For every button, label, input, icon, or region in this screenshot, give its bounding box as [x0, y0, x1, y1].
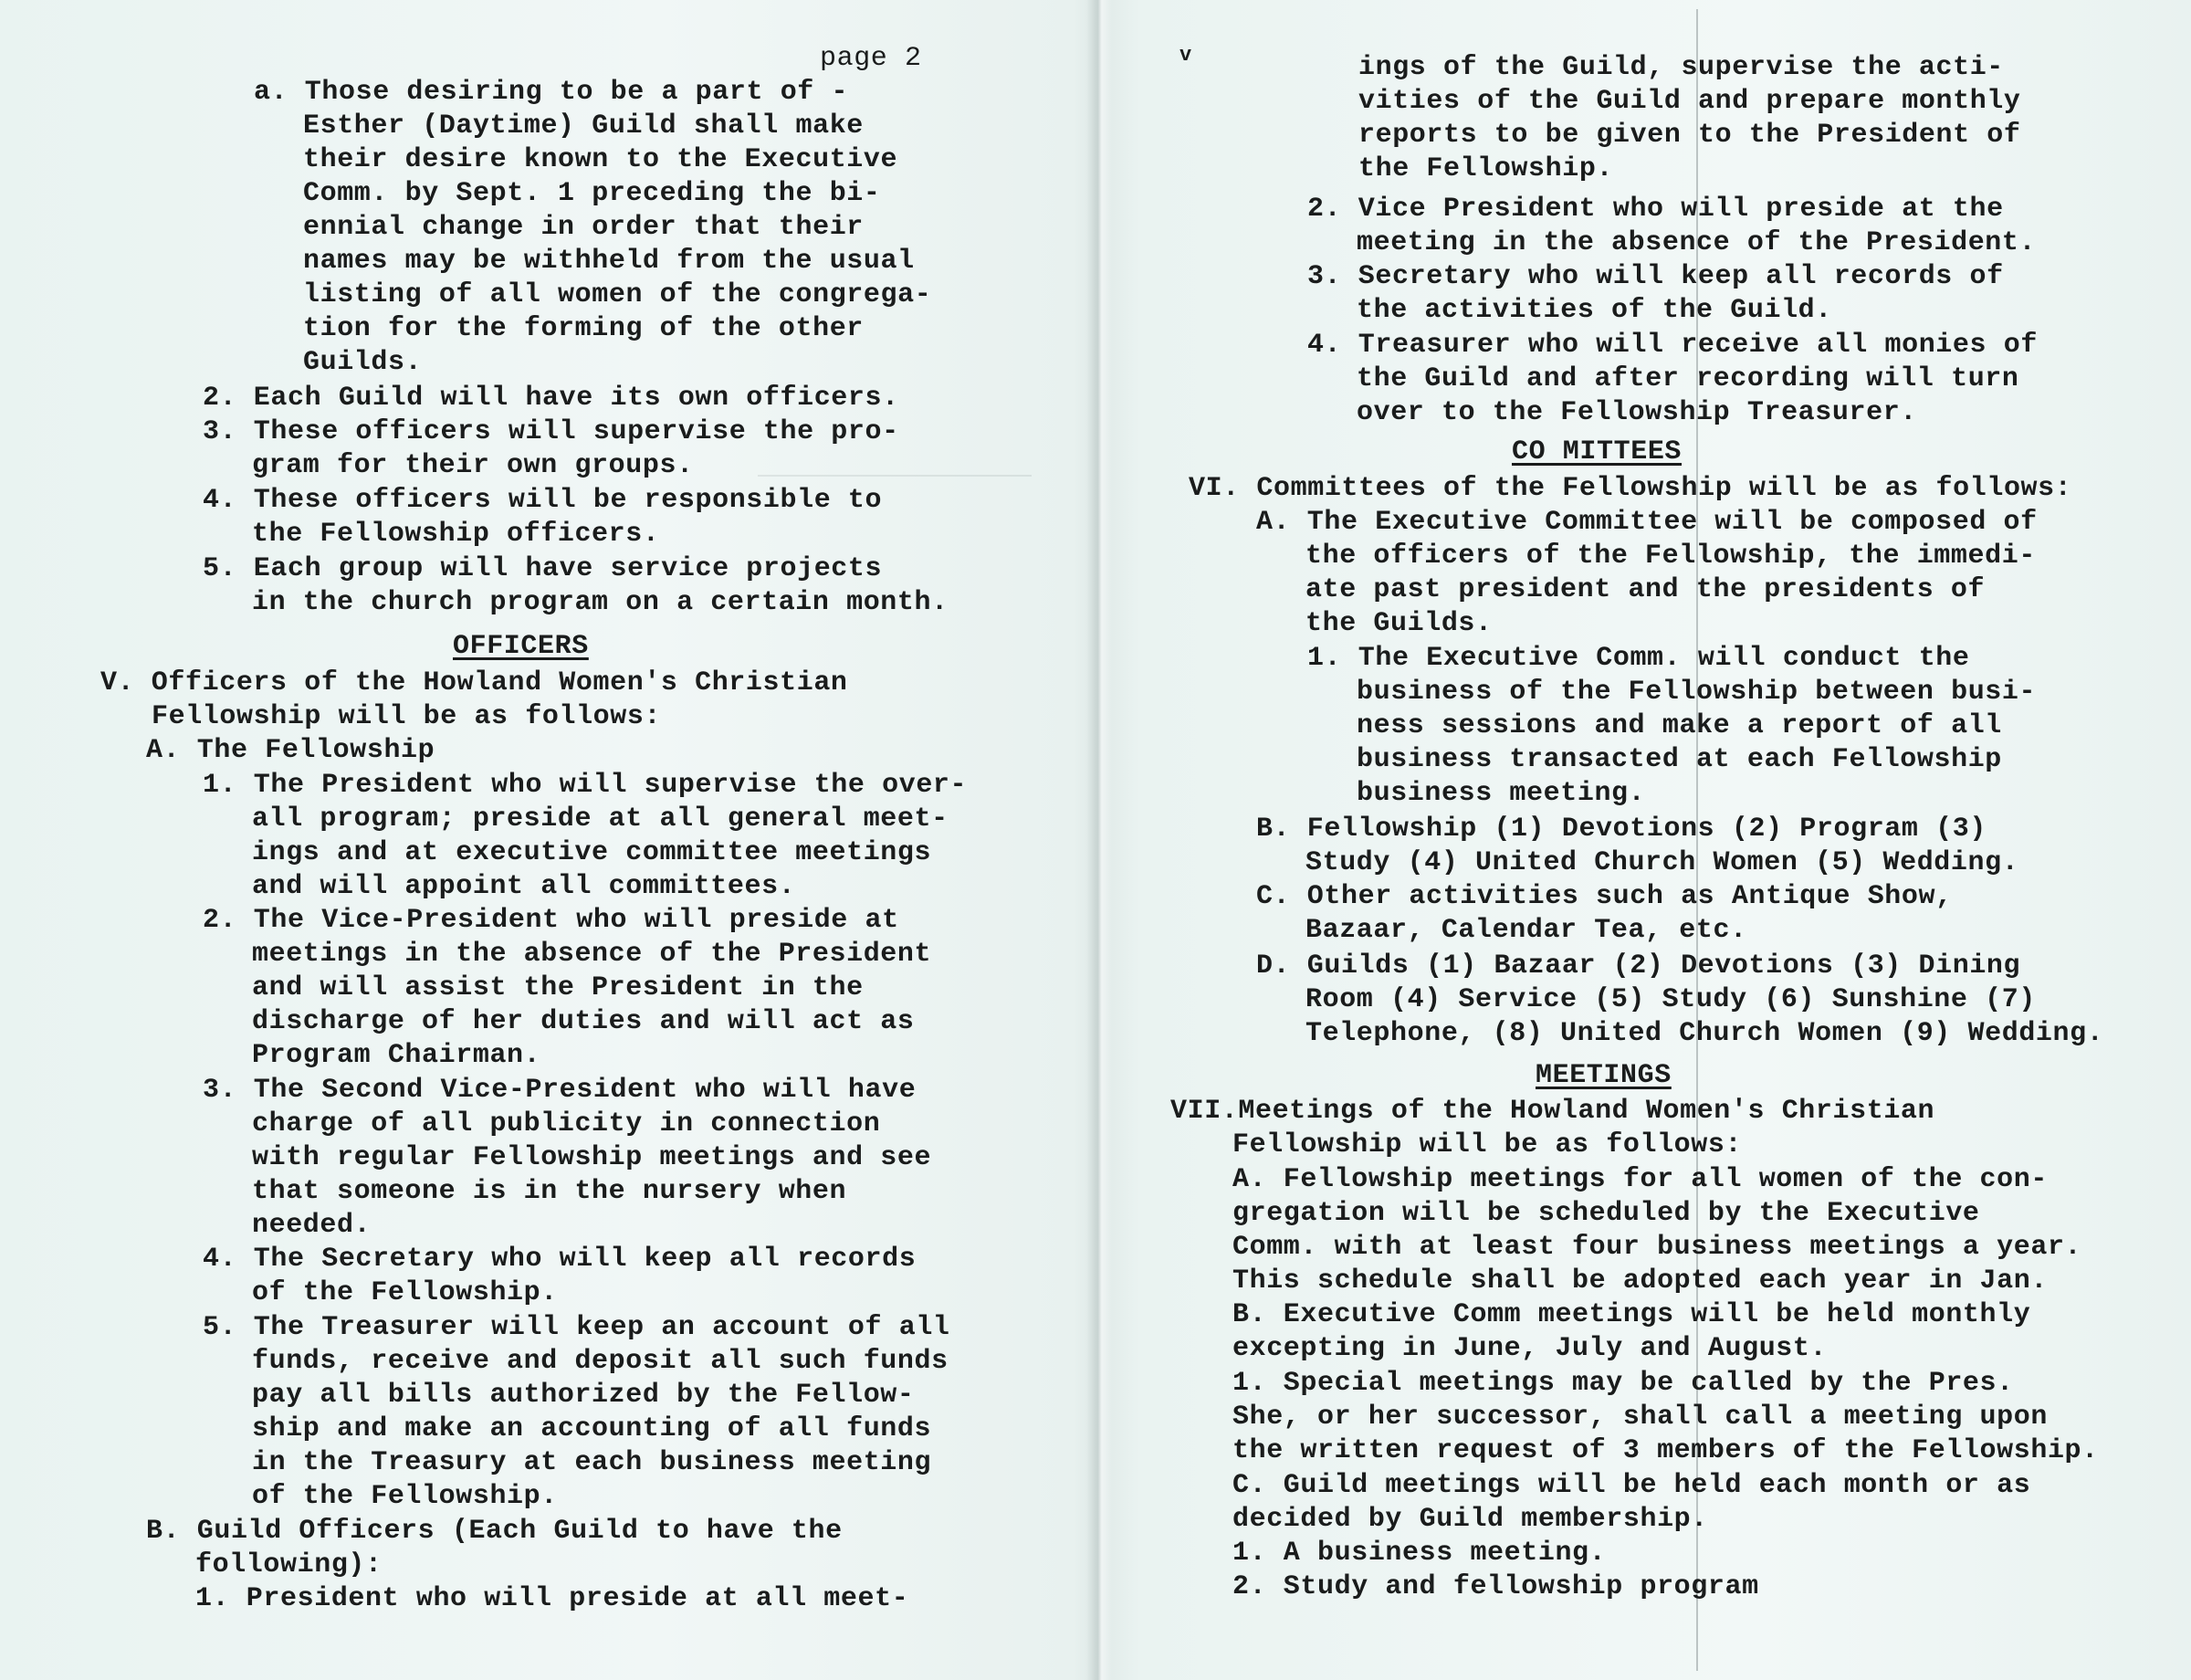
section-heading-meetings: MEETINGS: [1536, 1060, 1672, 1091]
text-line: VII.Meetings of the Howland Women's Christian: [1170, 1096, 1935, 1127]
text-line: 3. Secretary who will keep all records of: [1307, 261, 2004, 292]
text-line: Room (4) Service (5) Study (6) Sunshine (7): [1305, 984, 2036, 1015]
text-line: over to the Fellowship Treasurer.: [1357, 397, 1917, 428]
corner-mark: v: [1179, 44, 1192, 67]
text-line: the Fellowship.: [1358, 153, 1614, 184]
text-line: discharge of her duties and will act as: [252, 1006, 915, 1037]
text-line: in the church program on a certain month.: [252, 587, 949, 618]
text-line: needed.: [252, 1210, 372, 1241]
text-line: 5. The Treasurer will keep an account of all: [203, 1312, 950, 1343]
text-line: D. Guilds (1) Bazaar (2) Devotions (3) Dining: [1256, 950, 2021, 982]
text-line: the Fellowship officers.: [252, 519, 660, 550]
text-line: ings and at executive committee meetings: [252, 837, 932, 868]
text-line: tion for the forming of the other: [303, 313, 864, 344]
text-line: ship and make an accounting of all funds: [252, 1413, 932, 1444]
text-line: names may be withheld from the usual: [303, 246, 915, 277]
text-line: the activities of the Guild.: [1357, 295, 1832, 326]
text-line: listing of all women of the congrega-: [303, 279, 932, 310]
text-line: Comm. by Sept. 1 preceding the bi-: [303, 178, 881, 209]
text-line: C. Guild meetings will be held each month or as: [1232, 1470, 2031, 1501]
text-line: 2. Study and fellowship program: [1232, 1571, 1759, 1602]
text-line: Fellowship will be as follows:: [152, 701, 662, 732]
page-number: page 2: [820, 43, 922, 74]
text-line: meeting in the absence of the President.: [1357, 227, 2037, 258]
text-line: 2. Vice President who will preside at the: [1307, 194, 2004, 225]
text-line: ings of the Guild, supervise the acti-: [1358, 52, 2004, 83]
center-fold: [1086, 0, 1112, 1680]
text-line: 1. President who will preside at all meet-: [195, 1583, 909, 1614]
text-line: following):: [195, 1549, 383, 1580]
text-line: 4. These officers will be responsible to: [203, 485, 883, 516]
text-line: 4. The Secretary who will keep all records: [203, 1244, 917, 1275]
text-line: Guilds.: [303, 347, 423, 378]
text-line: business transacted at each Fellowship: [1357, 744, 2002, 775]
text-line: a. Those desiring to be a part of -: [254, 77, 849, 108]
text-line: C. Other activities such as Antique Show,: [1256, 881, 1953, 912]
left-page: [0, 0, 1086, 1680]
text-line: gram for their own groups.: [252, 450, 694, 481]
text-line: 3. The Second Vice-President who will have: [203, 1075, 917, 1106]
text-line: B. Guild Officers (Each Guild to have the: [146, 1516, 843, 1547]
text-line: funds, receive and deposit all such funds: [252, 1346, 949, 1377]
text-line: A. Fellowship meetings for all women of the con-: [1232, 1164, 2048, 1195]
text-line: She, or her successor, shall call a meeting upon: [1232, 1402, 2048, 1433]
right-page: [1112, 0, 2191, 1680]
text-line: B. Executive Comm meetings will be held monthly: [1232, 1299, 2031, 1330]
text-line: charge of all publicity in connection: [252, 1108, 881, 1139]
text-line: with regular Fellowship meetings and see: [252, 1142, 932, 1173]
text-line: 3. These officers will supervise the pro-: [203, 416, 899, 447]
text-line: in the Treasury at each business meeting: [252, 1447, 932, 1478]
text-line: 2. Each Guild will have its own officers.: [203, 383, 899, 414]
text-line: of the Fellowship.: [252, 1481, 558, 1512]
text-line: all program; preside at all general meet-: [252, 803, 949, 835]
text-line: of the Fellowship.: [252, 1277, 558, 1308]
text-line: V. Officers of the Howland Women's Christian: [100, 667, 848, 698]
text-line: This schedule shall be adopted each year in Jan.: [1232, 1265, 2048, 1297]
text-line: pay all bills authorized by the Fellow-: [252, 1380, 915, 1411]
text-line: A. The Fellowship: [146, 735, 435, 766]
text-line: business of the Fellowship between busi-: [1357, 677, 2037, 708]
text-line: Program Chairman.: [252, 1040, 541, 1071]
text-line: Fellowship will be as follows:: [1232, 1129, 1743, 1160]
text-line: 4. Treasurer who will receive all monies of: [1307, 330, 2038, 361]
text-line: and will appoint all committees.: [252, 871, 796, 902]
text-line: B. Fellowship (1) Devotions (2) Program (3): [1256, 814, 1987, 845]
text-line: the officers of the Fellowship, the immedi-: [1305, 541, 2036, 572]
text-line: 5. Each group will have service projects: [203, 553, 883, 584]
text-line: Comm. with at least four business meetings a year.: [1232, 1232, 2082, 1263]
text-line: the written request of 3 members of the Fellowship.: [1232, 1435, 2099, 1466]
text-line: that someone is in the nursery when: [252, 1176, 847, 1207]
text-line: excepting in June, July and August.: [1232, 1333, 1828, 1364]
text-line: gregation will be scheduled by the Executive: [1232, 1198, 1980, 1229]
text-line: 2. The Vice-President who will preside at: [203, 905, 899, 936]
text-line: the Guild and after recording will turn: [1357, 363, 2019, 394]
text-line: Esther (Daytime) Guild shall make: [303, 110, 864, 142]
section-heading-officers: OFFICERS: [453, 631, 589, 662]
text-line: their desire known to the Executive: [303, 144, 898, 175]
text-line: ate past president and the presidents of: [1305, 574, 1986, 605]
text-line: A. The Executive Committee will be composed of: [1256, 507, 2038, 538]
text-line: vities of the Guild and prepare monthly: [1358, 86, 2021, 117]
text-line: decided by Guild membership.: [1232, 1504, 1708, 1535]
text-line: the Guilds.: [1305, 608, 1493, 639]
text-line: reports to be given to the President of: [1358, 120, 2021, 151]
text-line: 1. The President who will supervise the over-: [203, 770, 968, 801]
text-line: ness sessions and make a report of all: [1357, 710, 2002, 741]
text-line: and will assist the President in the: [252, 972, 864, 1003]
text-line: VI. Committees of the Fellowship will be as follows:: [1189, 473, 2072, 504]
text-line: 1. Special meetings may be called by the Pres.: [1232, 1368, 2014, 1399]
text-line: 1. A business meeting.: [1232, 1538, 1607, 1569]
text-line: business meeting.: [1357, 778, 1646, 809]
text-line: Telephone, (8) United Church Women (9) Wedding.: [1305, 1018, 2104, 1049]
text-line: ennial change in order that their: [303, 212, 864, 243]
text-line: 1. The Executive Comm. will conduct the: [1307, 643, 1970, 674]
text-line: Bazaar, Calendar Tea, etc.: [1305, 915, 1747, 946]
text-line: Study (4) United Church Women (5) Wedding.: [1305, 847, 2019, 878]
text-line: meetings in the absence of the President: [252, 939, 932, 970]
section-heading-committees: CO MITTEES: [1512, 436, 1683, 467]
